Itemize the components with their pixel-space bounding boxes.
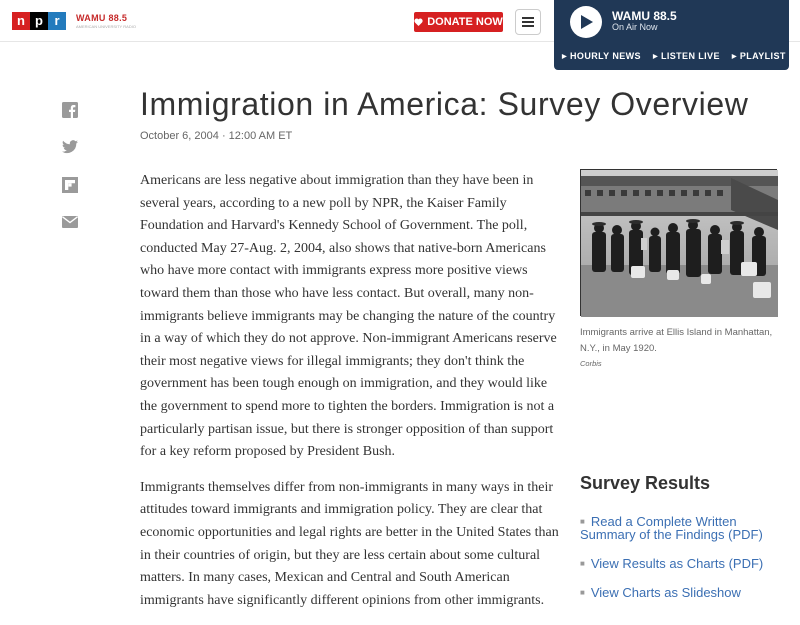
playlist-label: PLAYLIST	[739, 51, 786, 61]
hamburger-icon	[522, 17, 534, 27]
play-button[interactable]	[570, 6, 602, 38]
station-logo-text: WAMU 88.5	[76, 13, 128, 23]
flipboard-icon	[62, 177, 78, 193]
survey-results-heading: Survey Results	[580, 473, 711, 493]
logo-letter-n: n	[12, 12, 30, 30]
player-station-name: WAMU 88.5	[612, 9, 677, 23]
survey-link-slideshow-label: View Charts as Slideshow	[590, 585, 741, 600]
survey-link-summary-label: Read a Complete Written Summary of the Findings (PDF)	[580, 514, 763, 542]
bullet-icon: ■	[580, 588, 585, 597]
menu-button[interactable]	[515, 9, 541, 35]
station-logo[interactable]	[76, 13, 136, 29]
photo-image	[581, 170, 778, 317]
twitter-share[interactable]	[62, 140, 78, 156]
arrow-icon: ▶	[731, 54, 737, 60]
survey-link-slideshow[interactable]	[580, 586, 780, 599]
twitter-icon	[62, 140, 78, 154]
listen-live-label: LISTEN LIVE	[660, 51, 720, 61]
logo-letter-p: p	[30, 12, 48, 30]
playlist-link[interactable]	[732, 51, 786, 61]
player-links	[562, 51, 786, 61]
logo-letter-r: r	[48, 12, 66, 30]
survey-link-summary[interactable]	[580, 515, 780, 541]
article-dateline: October 6, 2004 · 12:00 AM ET	[140, 130, 293, 142]
hourly-news-label: HOURLY NEWS	[570, 51, 641, 61]
facebook-share[interactable]	[62, 102, 78, 118]
listen-live-link[interactable]	[653, 51, 720, 61]
flipboard-share[interactable]	[62, 177, 78, 193]
article-body	[140, 170, 560, 625]
play-icon	[581, 15, 593, 29]
donate-button[interactable]	[414, 12, 503, 32]
ellis-island-photo[interactable]	[580, 169, 777, 316]
article-paragraph: Immigrants themselves differ from non-immigrants in many ways in their attitudes toward immigrants and immigration policy. They are clear that economic opportunities and legal rights are better in the United States than in their countries of origin, but they are less certain about some cultural matters. In many cases, Mexican and Central and South American immigrants have significantly different opinions from other immigrants.	[140, 479, 559, 608]
bullet-icon: ■	[580, 559, 585, 568]
arrow-icon: ▶	[652, 54, 658, 60]
facebook-icon	[62, 102, 78, 118]
bullet-icon: ■	[580, 517, 585, 526]
player-status: On Air Now	[612, 22, 658, 32]
photo-caption: Immigrants arrive at Ellis Island in Manhattan, N.Y., in May 1920.	[580, 327, 773, 354]
photo-credit: Corbis	[580, 359, 602, 368]
heart-icon	[414, 18, 423, 26]
survey-link-charts-label: View Results as Charts (PDF)	[590, 556, 764, 571]
page-title: Immigration in America: Survey Overview	[140, 86, 749, 122]
email-share[interactable]	[62, 215, 78, 231]
donate-label: DONATE NOW	[427, 16, 503, 28]
station-logo-tagline: AMERICAN UNIVERSITY RADIO	[76, 24, 136, 29]
article-paragraph: Americans are less negative about immigration than they have been in several years, according to a new poll by NPR, the Kaiser Family Foundation and Harvard's Kennedy School of Government. The poll, conducted May 27-Aug. 2, 2004, also shows that native-born Americans who have more contact with immigrants express more positive views toward them than those who have less contact. But overall, many non-immigrants believe immigrants may be changing the nature of the country in a way of which they do not approve. Non-immigrant Americans reserve their most negative views for illegal immigrants; they don't think the government has been tough enough on immigration, and they would like the government to spend more to tighten the borders. Immigration is not a particularly partisan issue, but there is stronger opposition of than support for a key reform proposed by President Bush.	[140, 173, 557, 460]
survey-link-charts[interactable]	[580, 557, 780, 570]
live-player	[554, 0, 789, 70]
hourly-news-link[interactable]	[562, 51, 641, 61]
arrow-icon: ▶	[562, 54, 568, 60]
email-icon	[62, 216, 78, 228]
npr-logo[interactable]	[12, 12, 66, 30]
